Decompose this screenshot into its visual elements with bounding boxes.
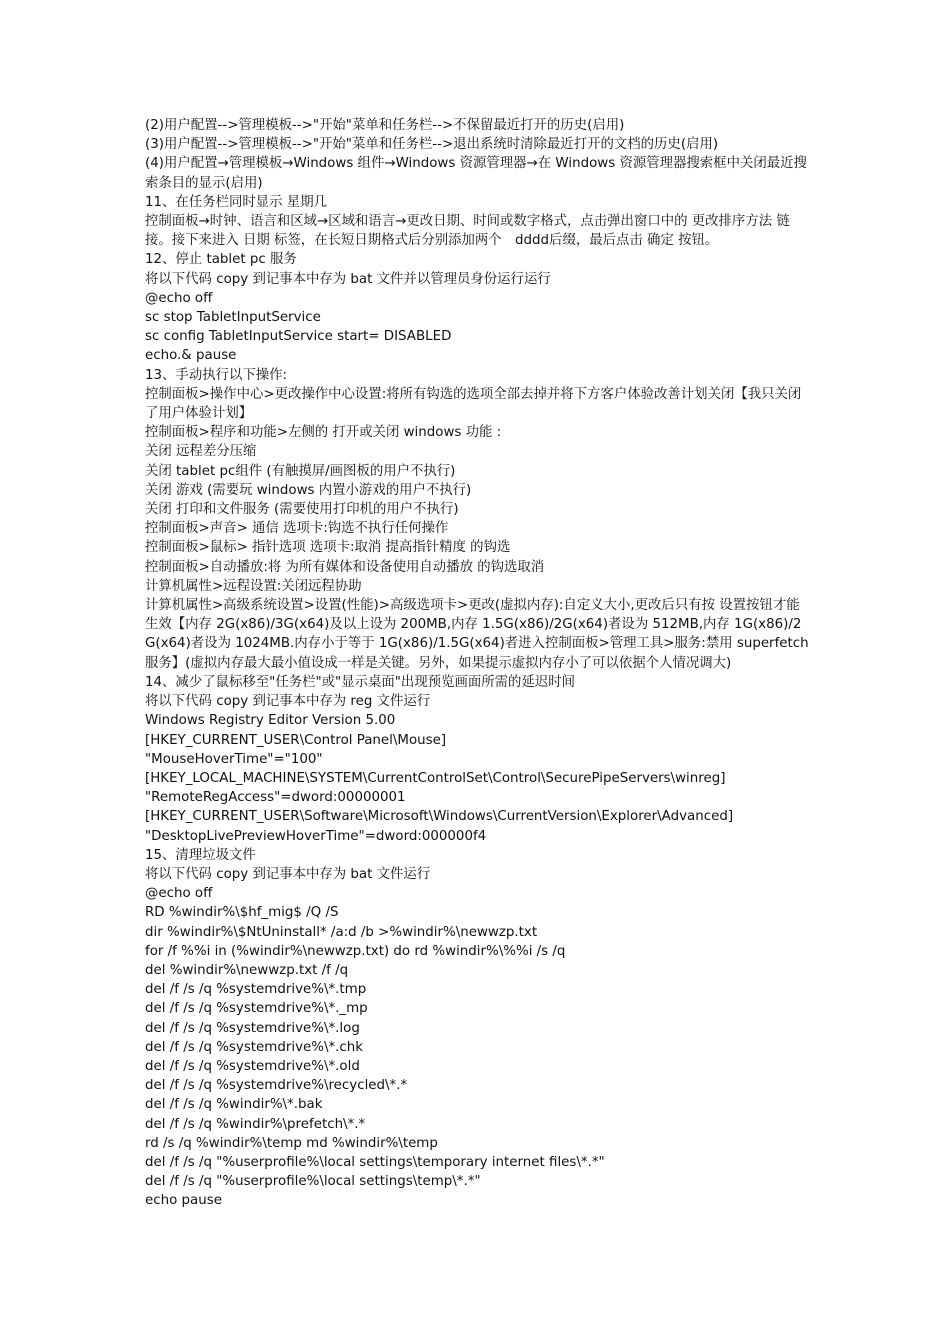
code-line: del /f /s /q %systemdrive%\*._mp [145,1001,368,1017]
text-line: 关闭 打印和文件服务 (需要使用打印机的用户不执行) [145,502,459,518]
text-line: 计算机属性>远程设置:关闭远程协助 [145,578,362,594]
code-line: rd /s /q %windir%\temp md %windir%\temp [145,1135,438,1151]
code-line: del /f /s /q %systemdrive%\*.tmp [145,982,367,998]
code-line: "DesktopLivePreviewHoverTime"=dword:000000f4 [145,828,487,844]
code-line: [HKEY_LOCAL_MACHINE\SYSTEM\CurrentControlSet\Control\SecurePipeServers\winreg] [145,770,726,786]
code-line: del /f /s /q %windir%\prefetch\*.* [145,1116,366,1132]
code-line: del /f /s /q %systemdrive%\*.log [145,1020,360,1036]
text-line: (3)用户配置-->管理模板-->"开始"菜单和任务栏-->退出系统时清除最近打开的文档的历史(启用) [145,137,719,153]
code-line: RD %windir%\$hf_mig$ /Q /S [145,905,339,921]
section-heading: 12、停止 tablet pc 服务 [145,252,297,268]
text-line: 控制面板>鼠标> 指针选项 选项卡:取消 提高指针精度 的钩选 [145,540,511,556]
code-line: @echo off [145,290,213,306]
text-paragraph: (4)用户配置→管理模板→Windows 组件→Windows 资源管理器→在 Windows 资源管理器搜索框中关闭最近搜索条目的显示(启用) [145,156,807,191]
text-line: 控制面板>自动播放:将 为所有媒体和设备使用自动播放 的钩选取消 [145,559,545,575]
code-line: [HKEY_CURRENT_USER\Software\Microsoft\Windows\CurrentVersion\Explorer\Advanced] [145,809,734,825]
text-line: 将以下代码 copy 到记事本中存为 reg 文件运行 [145,694,431,710]
code-line: "MouseHoverTime"="100" [145,751,323,767]
text-line: (2)用户配置-->管理模板-->"开始"菜单和任务栏-->不保留最近打开的历史(启用) [145,118,625,133]
text-line: 控制面板>声音> 通信 选项卡:钩选不执行任何操作 [145,521,449,537]
code-line: @echo off [145,886,213,902]
code-line: del /f /s /q "%userprofile%\local settings\temporary internet files\*.*" [145,1154,605,1170]
code-line: del %windir%\newwzp.txt /f /q [145,962,349,978]
text-line: 控制面板>程序和功能>左侧的 打开或关闭 windows 功能 : [145,425,502,441]
text-line: 将以下代码 copy 到记事本中存为 bat 文件并以管理员身份运行运行 [145,271,551,287]
code-line: echo.& pause [145,348,237,364]
text-line: 关闭 tablet pc组件 (有触摸屏/画图板的用户不执行) [145,463,456,479]
text-paragraph: 控制面板>操作中心>更改操作中心设置:将所有钩选的选项全部去掉并将下方客户体验改善计划关闭【我只关闭了用户体验计划】 [145,386,802,422]
section-heading: 14、减少了鼠标移至"任务栏"或"显示桌面"出现预览画面所需的延迟时间 [145,674,576,690]
code-line: sc config TabletInputService start= DISABLED [145,329,452,345]
code-line: dir %windir%\$NtUninstall* /a:d /b >%windir%\newwzp.txt [145,924,538,940]
code-line: del /f /s /q %windir%\*.bak [145,1097,323,1113]
code-line: echo pause [145,1193,222,1209]
section-heading: 13、手动执行以下操作: [145,367,288,383]
section-heading: 15、清理垃圾文件 [145,847,256,863]
code-line: Windows Registry Editor Version 5.00 [145,713,396,729]
document-body [145,116,810,1211]
code-line: del /f /s /q %systemdrive%\recycled\*.* [145,1078,408,1094]
code-line: for /f %%i in (%windir%\newwzp.txt) do rd %windir%\%%i /s /q [145,943,566,959]
text-line: 将以下代码 copy 到记事本中存为 bat 文件运行 [145,866,431,882]
text-paragraph: 控制面板→时钟、语言和区域→区域和语言→更改日期、时间或数字格式，点击弹出窗口中的 更改排序方法 链接。接下来进入 日期 标签，在长短日期格式后分别添加两个 dddd后缀，最后点击 确定 按钮。 [145,214,790,249]
text-paragraph: 计算机属性>高级系统设置>设置(性能)>高级选项卡>更改(虚拟内存):自定义大小,更改后只有按 设置按钮才能生效【内存 2G(x86)/3G(x64)及以上设为 200MB,内存 1.5G(x86)/2G(x64)者设为 512MB,内存 1G(x86)/2G(x64)者设为 1024MB.内存小于等于 1G(x86)/1.5G(x64)者进入控制面板>管理工具>服务:禁用 superfetch 服务】(虚拟内存最大最小值设成一样是关键。另外，如果提示虚拟内存小了可以依据个人情况调大) [145,598,809,671]
code-line: "RemoteRegAccess"=dword:00000001 [145,790,406,806]
code-line: sc stop TabletInputService [145,310,321,326]
code-line: del /f /s /q "%userprofile%\local settings\temp\*.*" [145,1174,481,1190]
code-line: [HKEY_CURRENT_USER\Control Panel\Mouse] [145,732,447,748]
text-line: 关闭 游戏 (需要玩 windows 内置小游戏的用户不执行) [145,482,472,498]
text-line: 关闭 远程差分压缩 [145,444,257,460]
code-line: del /f /s /q %systemdrive%\*.chk [145,1039,364,1055]
code-line: del /f /s /q %systemdrive%\*.old [145,1058,360,1074]
section-heading: 11、在任务栏同时显示 星期几 [145,194,327,210]
